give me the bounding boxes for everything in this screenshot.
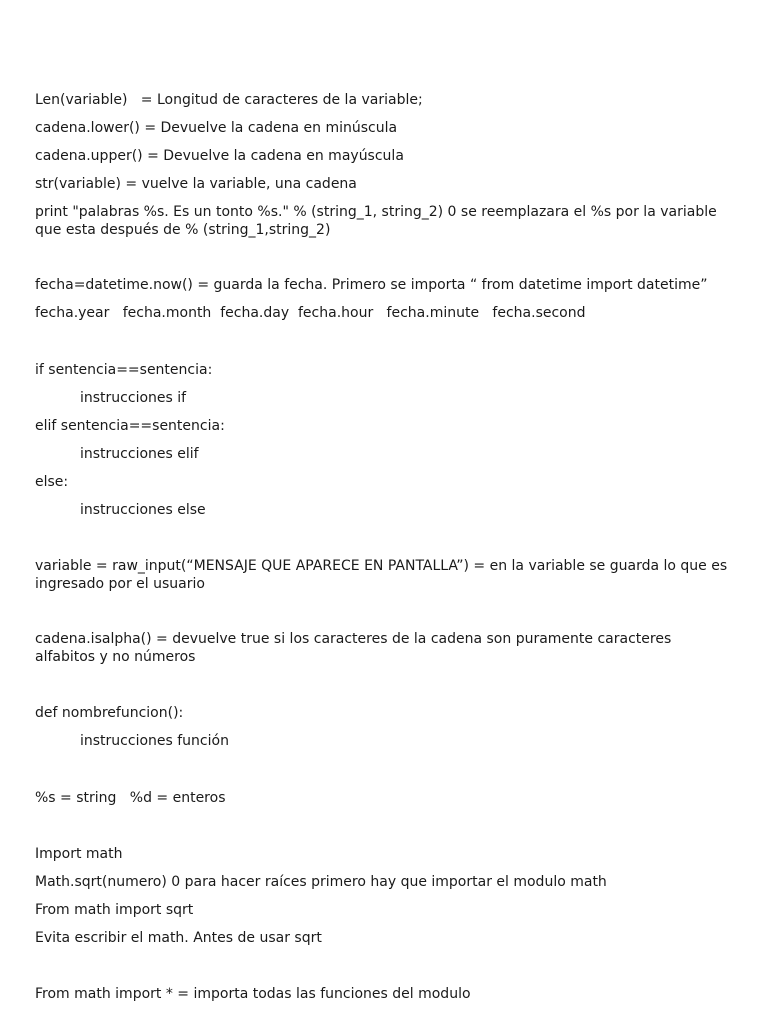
text-line-isalpha: cadena.isalpha() = devuelve true si los caracteres de la cadena son puramente caracteres alfabitos y no números — [35, 631, 676, 665]
text-line-else-body: instrucciones else — [80, 502, 206, 518]
text-line-from-math-sqrt: From math import sqrt — [35, 902, 194, 918]
text-line-def: def nombrefuncion(): — [35, 705, 184, 721]
text-line-else: else: — [35, 474, 69, 490]
text-line-raw-input: variable = raw_input(“MENSAJE QUE APARECE EN PANTALLA”) = en la variable se guarda lo que es ingresado por el usuario — [35, 558, 732, 592]
text-line-elif-body: instrucciones elif — [80, 446, 199, 462]
text-line-evita: Evita escribir el math. Antes de usar sqrt — [35, 930, 322, 946]
text-line-import-math: Import math — [35, 846, 123, 862]
text-line-print: print "palabras %s. Es un tonto %s." % (string_1, string_2) 0 se reemplazara el %s por la variable que esta después de % (string_1,string_2) — [35, 204, 722, 238]
text-line-elif: elif sentencia==sentencia: — [35, 418, 225, 434]
text-line-datetime: fecha=datetime.now() = guarda la fecha. Primero se importa “ from datetime import datetime” — [35, 277, 708, 293]
text-line-if-body: instrucciones if — [80, 390, 187, 406]
text-line-upper: cadena.upper() = Devuelve la cadena en mayúscula — [35, 148, 404, 164]
text-line-str: str(variable) = vuelve la variable, una cadena — [35, 176, 357, 192]
text-line-format-codes: %s = string %d = enteros — [35, 790, 226, 806]
text-line-if: if sentencia==sentencia: — [35, 362, 213, 378]
text-line-lower: cadena.lower() = Devuelve la cadena en minúscula — [35, 120, 398, 136]
text-line-math-sqrt: Math.sqrt(numero) 0 para hacer raíces primero hay que importar el modulo math — [35, 874, 607, 890]
text-line-fecha-fields: fecha.year fecha.month fecha.day fecha.hour fecha.minute fecha.second — [35, 305, 586, 321]
text-line-import-all: From math import * = importa todas las funciones del modulo — [35, 986, 471, 1002]
text-line-def-body: instrucciones función — [80, 733, 229, 749]
text-line-len: Len(variable) = Longitud de caracteres de la variable; — [35, 92, 423, 108]
